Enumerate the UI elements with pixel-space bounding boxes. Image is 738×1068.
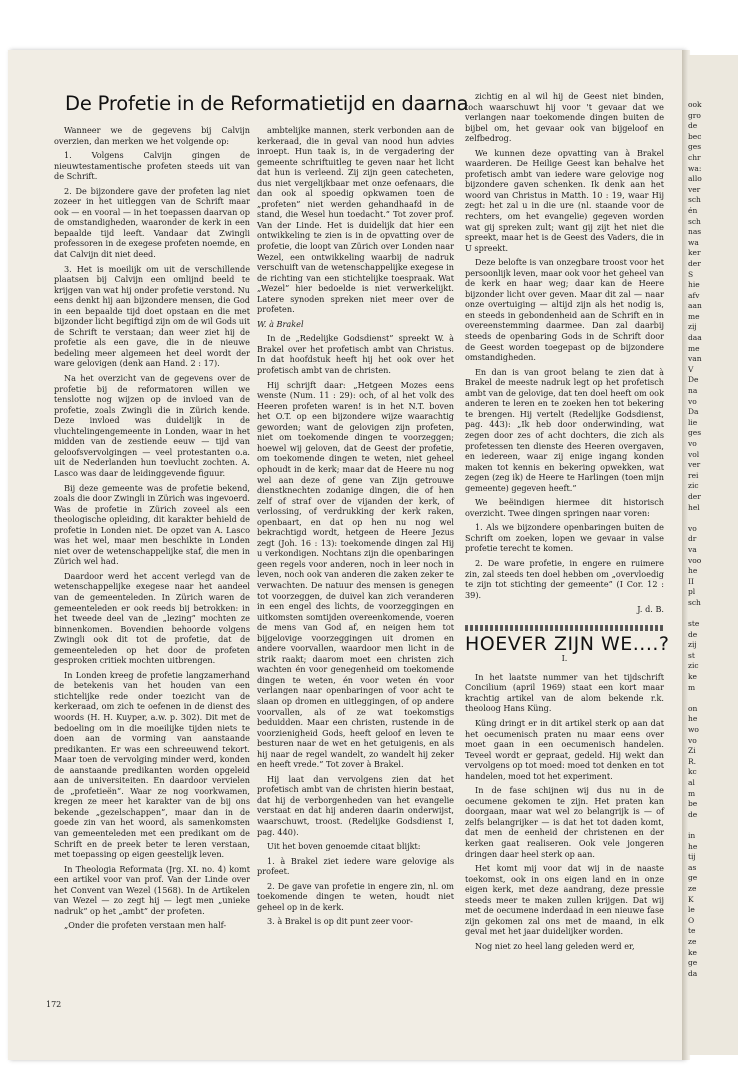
next-page-fragment: ke	[688, 947, 697, 957]
paragraph: Nog niet zo heel lang geleden werd er,	[475, 940, 635, 951]
paragraph: „Onder die profeten verstaan men half-	[64, 920, 227, 931]
next-page-fragment: vol	[688, 449, 700, 459]
paragraph: 2. De gave van profetie in engere zin, nl. om toekomende dingen te weten, houdt niet geheel op in de kerk.	[257, 880, 454, 912]
next-page-fragment: ge	[688, 873, 698, 883]
paragraph: 2. De bijzondere gave der profeten lag niet zozeer in het uitleggen van de Schrift maar ook — en vooral — in het toepassen daarvan op de omstandigheden, waaronder de kerk in een bepaalde tijd leeft. Vandaar dat Zwingli professoren in de exegese profeten noemde, en dat Calvijn dit niet deed.	[54, 185, 251, 260]
next-page-fragment: R.	[688, 756, 697, 766]
paragraph: ambtelijke mannen, sterk verbonden aan de kerkeraad, die in geval van nood hun advies inroept. Hun taak is, in de vergadering der gemeente schriftuitleg te geven naar het licht dat hun is verleend. Zij zijn geen catecheten, dus niet vergelijkbaar met onze oefenaars, die dan ook al spoedig opkwamen toen de „profeten” niet werden gehandhaafd in de stand, die Wesel hun toedacht.” Tot zover prof. Van der Linde. Het is duidelijk dat hier een ontwikkeling te zien is in de opvatting over de profetie, die loopt van Zürich over Londen naar Wezel, een ontwikkeling waarbij de nadruk verschuift van de wetenschappelijke exegese in de richting van een stichtelijke toespraak. Wat „Wezel” hier bedoelde is niet verwerkelijkt. Latere synoden spreken niet meer over de profeten.	[257, 125, 454, 315]
next-page-fragment: al	[688, 778, 695, 787]
paragraph: Bij deze gemeente was de profetie bekend, zoals die door Zwingli in Zürich was ingevoerd. Was de profetie in Zürich zoveel als een theologische opleiding, dit karakter behield de profetie in Londen niet. De opzet van A. Lasco was het wel, maar men beschikte in Londen niet over de wetenschappelijke staf, die men in Zürich wel had.	[54, 482, 250, 567]
next-page-fragment: ge	[688, 958, 698, 968]
next-page-fragment: II	[688, 576, 694, 586]
next-page-fragment: ke	[688, 672, 697, 682]
paragraph: Hij schrijft daar: „Hetgeen Mozes eens wenste (Num. 11 : 29): och, of al het volk des Heeren profeten waren! is in het N.T. boven het O.T. op een bijzondere wijze waarachtig geworden; want de gelovigen zijn profeten, niet om toekomende dingen te voorzeggen; hoewel wij geloven, dat de Geest der profetie, om toekomende dingen te weten, niet geheel ophoudt in de kerk; maar dat de Heere nu nog wel aan deze of gene van Zijn getrouwe dienstknechten zodanige dingen, die of hen zelf of straf over de vijanden der kerk, of verlossing, of verdrukking der kerk raken, openbaart, en dat op hen nu nog wel bekrachtigd wordt, hetgeen de Heere Jezus zegt (Joh. 16 : 13): toekomende dingen zal Hij u verkondigen. Nochtans zijn die openbaringen geen regels voor anderen, noch in leer noch in leven, noch ook van anderen die zaken zeker te verwachten. De natuur des mensen is genegen tot voorzeggen, de duivel kan zich veranderen in een engel des lichts, de voorzeggingen en uitkomsten somtijden overeenkomende, voeren de mens van God af, en neigen hem tot bijgelovige voorzeggingen uit dromen en andere voorvallen, waardoor men licht in de strik raakt; daarom moet een christen zich wachten én voor genegenheid om toekomende dingen te weten, én voor weten én voor verlangen naar openbaringen of voor acht te slaan op dromen en uitleggingen, of op andere voorvallen, als of ze wat toekomstigs beduidden. Maar een christen, rustende in de voorzienigheid Gods, heeft geloof en leven te besturen naar de wet en het getuigenis, en als hij naar de regel wandelt, zo wandelt hij zeker en heeft vrede.” Tot zover à Brakel.	[257, 379, 454, 770]
next-page-fragment	[688, 609, 702, 620]
next-page-fragment: bec	[688, 131, 702, 141]
paragraph: Het komt mij voor dat wij in de naaste toekomst, ook in ons eigen land en in onze eigen kerk, met deze aandrang, deze pressie steeds meer te maken zullen krijgen. Dat wij met de oecumene inderdaad in een nieuwe fase zijn gekomen zal ons met de maand, in elk geval met het jaar duidelijker worden.	[465, 863, 664, 937]
paragraph: In Londen kreeg de profetie langzamerhand de betekenis van het houden van een stichtelijke rede onder toezicht van de kerkeraad, om zich te oefenen in de dienst des woords (H. H. Kuyper, a.w. p. 302). Dit met de bedoeling om in die moeilijke tijden niets te doen aan de vorming van aanstaande predikanten. Er was een schreeuwend tekort. Maar toen de vervolging minder werd, konden de aanstaande predikanten worden opgeleid aan de universiteiten. En daardoor vervielen de „profetieën”. Waar ze nog voorkwamen, kregen ze meer het karakter van de bij ons bekende „gezelschappen”, maar dan in de goede zin van het woord, als samenkomsten van gemeenteleden met een predikant om de Schrift en de preek beter te leren verstaan, met toepassing op eigen geestelijk leven.	[54, 669, 250, 860]
next-page-fragment: S	[688, 269, 694, 279]
subheading: W. à Brakel	[257, 318, 304, 329]
next-page-fragments	[688, 100, 702, 979]
next-page-fragment: rei	[688, 470, 699, 480]
paragraph: Deze belofte is van onzegbare troost voor het persoonlijk leven, maar ook voor het geheel van de kerk en haar weg; daar kan de Heere bijzonder licht over geven. Maar dit zal — naar onze overtuiging — altijd zijn als het nodig is, en steeds in gebondenheid aan de Schrift en in overeenstemming daarmee. Dan zal daarbij steeds de openbaring Gods in de Schrift door de Geest worden toegepast op de bijzondere omstandigheden.	[465, 257, 664, 363]
next-page-fragment: zic	[688, 481, 699, 491]
next-page-fragment: in	[688, 830, 696, 840]
next-page-fragment: zij	[688, 640, 697, 650]
next-page-fragment: hel	[688, 502, 700, 512]
next-page-fragment: ker	[688, 248, 701, 258]
next-page-fragment: chr	[688, 152, 701, 162]
next-page-fragment: ze	[688, 936, 697, 946]
next-page-fragment: he	[688, 714, 698, 724]
paragraph: Uit het boven genoemde citaat blijkt:	[267, 841, 421, 852]
next-page-fragment: wa:	[688, 163, 702, 173]
next-page-fragment: na	[688, 386, 698, 396]
next-page-fragment: nas	[688, 227, 702, 237]
next-page-fragment: be	[688, 799, 698, 809]
next-page-edge	[688, 55, 738, 1055]
next-page-fragment: sch	[688, 597, 701, 607]
next-page-fragment: he	[688, 841, 698, 851]
paragraph: 1. Als we bijzondere openbaringen buiten de Schrift om zoeken, lopen we gevaar in valse profetie terecht te komen.	[465, 522, 664, 554]
paragraph: Na het overzicht van de gegevens over de profetie bij de reformatoren willen we tenslotte nog wijzen op de invloed van de profetie, zoals Zwingli die in Zürich kende. Deze invloed was duidelijk in de vluchtelingengemeente in Londen, waar in het midden van de zestiende eeuw — tijd van geloofsvervolgingen — veel protestanten o.a. uit de Nederlanden hun toevlucht zochten. A. Lasco was daar de leidinggevende figuur.	[54, 373, 250, 478]
column-3-article-end	[465, 91, 664, 600]
next-page-fragment: st	[688, 650, 695, 660]
paragraph: 1. Volgens Calvijn gingen de nieuwtestamentische profeten steeds uit van de Schrift.	[54, 150, 250, 182]
column-1	[54, 125, 250, 935]
next-page-fragment: he	[688, 566, 698, 576]
next-page-fragment: on	[688, 703, 698, 713]
paragraph: Hij laat dan vervolgens zien dat het profetisch ambt van de christen hierin bestaat, dat hij de verborgenheden van het evangelie verstaat en dat hij anderen daarin onderwijst, waarschuwt, troost. (Redelijke Godsdienst I, pag. 440).	[257, 773, 454, 837]
paragraph: We kunnen deze opvatting van à Brakel waarderen. De Heilige Geest kan behalve het profetisch ambt van iedere ware gelovige nog bijzondere gaven schenken. Ik denk aan het woord van Christus in Matth. 10 : 19, waar Hij zegt: het zal u in die ure (nl. staande voor de rechters, om het evangelie) gegeven worden wat gij spreken zult; want gij zijt het niet die spreekt, maar het is de Geest des Vaders, die in U spreekt.	[465, 147, 664, 253]
next-page-fragment: voo	[688, 555, 702, 565]
article-title: De Profetie in de Reformatietijd en daarna	[65, 92, 469, 115]
next-page-fragment: vo	[688, 523, 697, 533]
next-page-fragment: pl	[688, 587, 696, 597]
next-page-fragment: sch	[688, 195, 701, 205]
next-page-fragment: de	[688, 121, 698, 131]
next-page-fragment: der	[688, 258, 701, 268]
paragraph: In de fase schijnen wij dus nu in de oecumene gekomen te zijn. Het praten kan doorgaan, maar wat wel zo belangrijk is — of zelfs belangrijker — is dat het tot daden komt, dat men de eenheid der christenen en der kerken gaat realiseren. Ook vele jongeren dringen daar heel sterk op aan.	[465, 785, 664, 859]
next-page-fragment: gro	[688, 110, 701, 120]
section-title: HOEVER ZIJN WE....?	[465, 632, 670, 655]
next-page-fragment: ver	[688, 460, 701, 470]
next-page-fragment: wo	[688, 725, 699, 735]
paragraph: In het laatste nummer van het tijdschrift Concilium (april 1969) staat een kort maar krachtig artikel van de alom bekende r.k. theoloog Hans Küng.	[465, 671, 664, 714]
next-page-fragment: én	[688, 205, 698, 215]
next-page-fragment: Zi	[688, 746, 696, 756]
paragraph: Wanneer we de gegevens bij Calvijn overzien, dan merken we het volgende op:	[54, 125, 250, 146]
next-page-fragment: aan	[688, 301, 702, 311]
next-page-fragment: der	[688, 491, 701, 501]
paragraph: 3. à Brakel is op dit punt zeer voor-	[267, 916, 413, 927]
section-numeral: I.	[561, 653, 568, 664]
next-page-fragment: K	[688, 894, 694, 904]
paragraph: Küng dringt er in dit artikel sterk op aan dat het oecumenisch praten nu maar eens over moet gaan in een oecumenisch handelen. Teveel wordt er gepraat, gedeld. Hij wekt dan vervolgens op tot moed: moed tot denken en tot handelen, moed tot het experiment.	[465, 717, 664, 781]
next-page-fragment: va	[688, 544, 697, 554]
next-page-fragment: kc	[688, 767, 697, 777]
section-divider	[465, 625, 664, 631]
next-page-fragment: lie	[688, 417, 698, 427]
paragraph: In de „Redelijke Godsdienst” spreekt W. à Brakel over het profetisch ambt van Christus. In dat hoofdstuk heeft hij het ook over het profetisch ambt van de christen.	[257, 333, 454, 376]
next-page-fragment: ste	[688, 619, 700, 629]
next-page-fragment: ges	[688, 428, 702, 438]
next-page-fragment: hie	[688, 280, 700, 290]
next-page-fragment	[688, 693, 702, 704]
next-page-fragment: O	[688, 915, 695, 925]
author-signature: J. d. B.	[637, 604, 664, 615]
next-page-fragment: De	[688, 375, 699, 385]
next-page-fragment: tij	[688, 852, 696, 862]
next-page-fragment: vo	[688, 396, 697, 406]
next-page-fragment: sch	[688, 216, 701, 226]
next-page-fragment: afv	[688, 290, 700, 300]
next-page-fragment: le	[688, 905, 695, 915]
paragraph: In Theologia Reformata (Jrg. XI. no. 4) komt een artikel voor van prof. Van der Linde over het Convent van Wezel (1568). In de Artikelen van Wezel — zo zegt hij — legt men „unieke nadruk” op het „ambt” der profeten.	[54, 863, 250, 916]
next-page-fragment: dr	[688, 534, 697, 544]
section-2-body	[465, 672, 664, 952]
paragraph: zichtig en al wil hij de Geest niet binden, toch waarschuwt hij voor 't gevaar dat we verlangen naar toekomende dingen buiten de bijbel om, het gevaar ook van bijgeloof en zelfbedrog.	[465, 91, 664, 144]
next-page-fragment	[688, 513, 702, 524]
column-3	[465, 91, 670, 955]
next-page-fragment: Da	[688, 407, 699, 417]
next-page-fragment: me	[688, 311, 700, 321]
next-page-fragment: de	[688, 809, 698, 819]
next-page-fragment: de	[688, 629, 698, 639]
next-page-fragment: ze	[688, 883, 697, 893]
next-page-fragment: me	[688, 343, 700, 353]
next-page-fragment: m	[688, 788, 696, 798]
next-page-fragment: te	[688, 926, 696, 936]
next-page-fragment: vo	[688, 439, 697, 448]
next-page-fragment: as	[688, 862, 697, 872]
paragraph: We beëindigen hiermee dit historisch overzicht. Twee dingen springen naar voren:	[465, 497, 664, 518]
next-page-fragment: zij	[688, 322, 697, 332]
next-page-fragment: vo	[688, 735, 697, 745]
next-page-fragment: ook	[688, 100, 702, 109]
page-number: 172	[46, 1000, 62, 1009]
paragraph: 2. De ware profetie, in engere en ruimere zin, zal steeds ten doel hebben om „overvloedig te zijn tot stichting der gemeente” (I Cor. 12 : 39).	[465, 557, 664, 600]
next-page-fragment: m	[688, 682, 696, 692]
next-page-fragment: zic	[688, 661, 699, 671]
next-page-fragment: ver	[688, 184, 701, 194]
next-page-fragment: van	[688, 354, 702, 364]
column-2	[257, 125, 454, 931]
paragraph: Daardoor werd het accent verlegd van de wetenschappelijke exegese naar het aandeel van de gemeenteleden. In Zürich waren de gemeenteleden er ook reeds bij betrokken: in het tweede deel van de „lezing” mochten ze binnenkomen. Bovendien behoorde volgens Zwingli ook dit tot de profetie, dat de gemeenteleden op het door de profeten gesproken critiek mochten uitbrengen.	[54, 570, 250, 666]
paragraph: 1. à Brakel ziet iedere ware gelovige als profeet.	[257, 855, 454, 877]
paragraph: En dan is van groot belang te zien dat à Brakel de meeste nadruk legt op het profetisch ambt van de gelovige, dat ten doel heeft om ook anderen te leren en te zoeken hen tot bekering te brengen. Hij vertelt (Redelijke Godsdienst, pag. 443): „Ik heb door onderwinding, wat zegen door zes of acht dochters, die zich als profetessen ten dienste des Heeren overgaven, en iedereen, waar zij enige ingang konden maken tot kennis en bekering opwekken, wat zegen (zeg ik) de Heere te Harlingen (toen mijn gemeente) gegeven heeft.”	[465, 366, 664, 493]
next-page-fragment: da	[688, 968, 698, 978]
next-page-fragment: daa	[688, 333, 702, 343]
next-page-fragment: allo	[688, 174, 702, 184]
next-page-fragment: ges	[688, 142, 702, 152]
next-page-fragment: wa	[688, 237, 699, 247]
next-page-fragment	[688, 820, 702, 831]
paragraph: 3. Het is moeilijk om uit de verschillende plaatsen bij Calvijn een omlijnd beeld te krijgen van wat hij onder profetie verstond. Nu eens denkt hij aan bijzondere mensen, die God in een bepaalde tijd doet opstaan en die met bijzonder licht begiftigd zijn om de wil Gods uit de Schrift te verstaan; dan weer ziet hij de profetie als een gave, die in de nieuwe bedeling meer algemeen het deel wordt der ware gelovigen (denk aan Hand. 2 : 17).	[54, 263, 250, 369]
next-page-fragment: V	[688, 364, 694, 374]
